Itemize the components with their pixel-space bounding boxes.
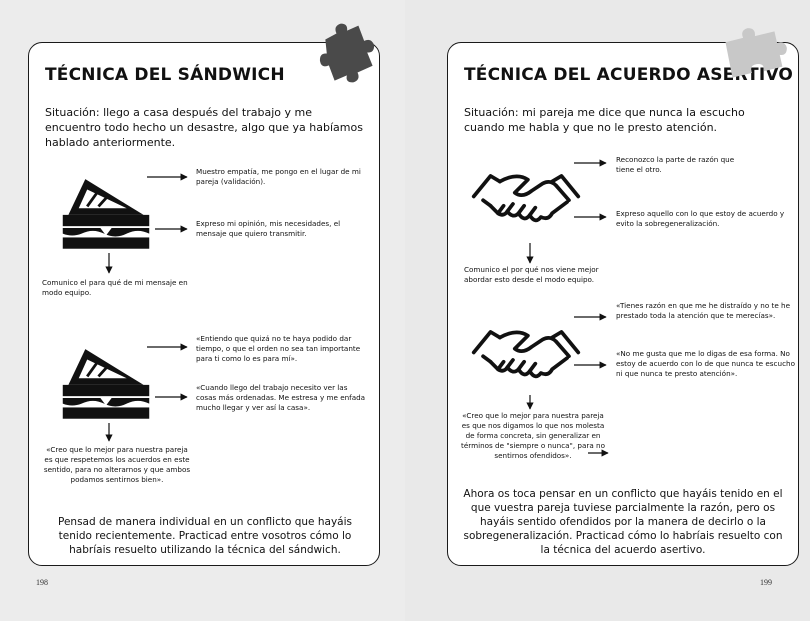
- empathy-example: «Entiendo que quizá no te haya podido dar tiempo, o que el orden no sea tan importante para ti como lo es para mí».: [196, 334, 361, 363]
- arrow-icon: [526, 395, 534, 411]
- handshake-icon: [470, 161, 582, 245]
- puzzle-piece-icon: [723, 24, 791, 78]
- page-title: TÉCNICA DEL SÁNDWICH: [45, 65, 285, 85]
- purpose-note: Comunico el para qué de mi mensaje en modo equipo.: [42, 278, 188, 297]
- agreement-note: Expreso aquello con lo que estoy de acuerdo y evito la sobregeneralización.: [616, 209, 785, 228]
- agreement-example: «No me gusta que me lo digas de esa forma. No estoy de acuerdo con lo de que nunca te escucho ni que nunca te presto atención».: [616, 349, 795, 378]
- arrow-icon: [526, 243, 534, 265]
- acknowledge-example: «Tienes razón en que me he distraído y no te he prestado toda la atención que te merecías».: [616, 301, 791, 320]
- exercise-instructions: Pensad de manera individual en un conflicto que hayáis tenido recientemente. Practicad entre vosotros cómo lo habríais resuelto utilizando la técnica del sándwich.: [58, 516, 352, 556]
- arrow-icon: [574, 159, 608, 167]
- arrow-icon: [574, 313, 608, 321]
- exercise-instructions: Ahora os toca pensar en un conflicto que hayáis tenido en el que vuestra pareja tuviese parcialmente la razón, pero os hayáis sentido ofendidos por la manera de decirlo o la sobregeneralización. Practicad cómo lo habríais resuelto con la técnica del acuerdo asertivo.: [463, 488, 783, 556]
- situation-text: Situación: llego a casa después del trabajo y me encuentro todo hecho un desastre, algo que ya habíamos hablado anteriormente.: [45, 106, 363, 149]
- assertive-agreement-card: [447, 42, 799, 566]
- team-mode-note: Comunico el por qué nos viene mejor abordar esto desde el modo equipo.: [464, 265, 599, 284]
- page-number: 199: [760, 578, 772, 587]
- arrow-icon: [147, 343, 189, 351]
- team-mode-example: «Creo que lo mejor para nuestra pareja es que nos digamos lo que nos molesta de forma concreta, sin generalizar en términos de "siempre o nunca", para no sentirnos ofendidos».: [461, 411, 605, 460]
- right-page: [405, 0, 810, 621]
- sandwich-icon: [59, 173, 153, 253]
- opinion-example: «Cuando llego del trabajo necesito ver las cosas más ordenadas. Me estresa y me enfada mucho llegar y ver así la casa».: [196, 383, 366, 412]
- sandwich-icon: [59, 343, 153, 423]
- page-title: TÉCNICA DEL ACUERDO ASERTIVO: [464, 65, 794, 85]
- situation-text: Situación: mi pareja me dice que nunca la escucho cuando me habla y que no le presto atención.: [464, 106, 745, 134]
- arrow-icon: [105, 253, 113, 275]
- arrow-icon: [147, 173, 189, 181]
- arrow-icon: [105, 423, 113, 443]
- arrow-icon: [574, 213, 608, 221]
- acknowledge-note: Reconozco la parte de razón que tiene el otro.: [616, 155, 735, 174]
- empathy-note: Muestro empatía, me pongo en el lugar de mi pareja (validación).: [196, 167, 361, 186]
- handshake-icon: [470, 317, 582, 401]
- page-number: 198: [36, 578, 48, 587]
- arrow-icon: [155, 225, 189, 233]
- sandwich-technique-card: [28, 42, 380, 566]
- purpose-example: «Creo que lo mejor para nuestra pareja es que respetemos los acuerdos en este sentido, para no alterarnos y que ambos podamos sentirnos bien».: [43, 445, 191, 484]
- arrow-icon: [155, 393, 189, 401]
- arrow-icon: [574, 361, 608, 369]
- puzzle-piece-icon: [318, 22, 376, 84]
- opinion-note: Expreso mi opinión, mis necesidades, el mensaje que quiero transmitir.: [196, 219, 341, 238]
